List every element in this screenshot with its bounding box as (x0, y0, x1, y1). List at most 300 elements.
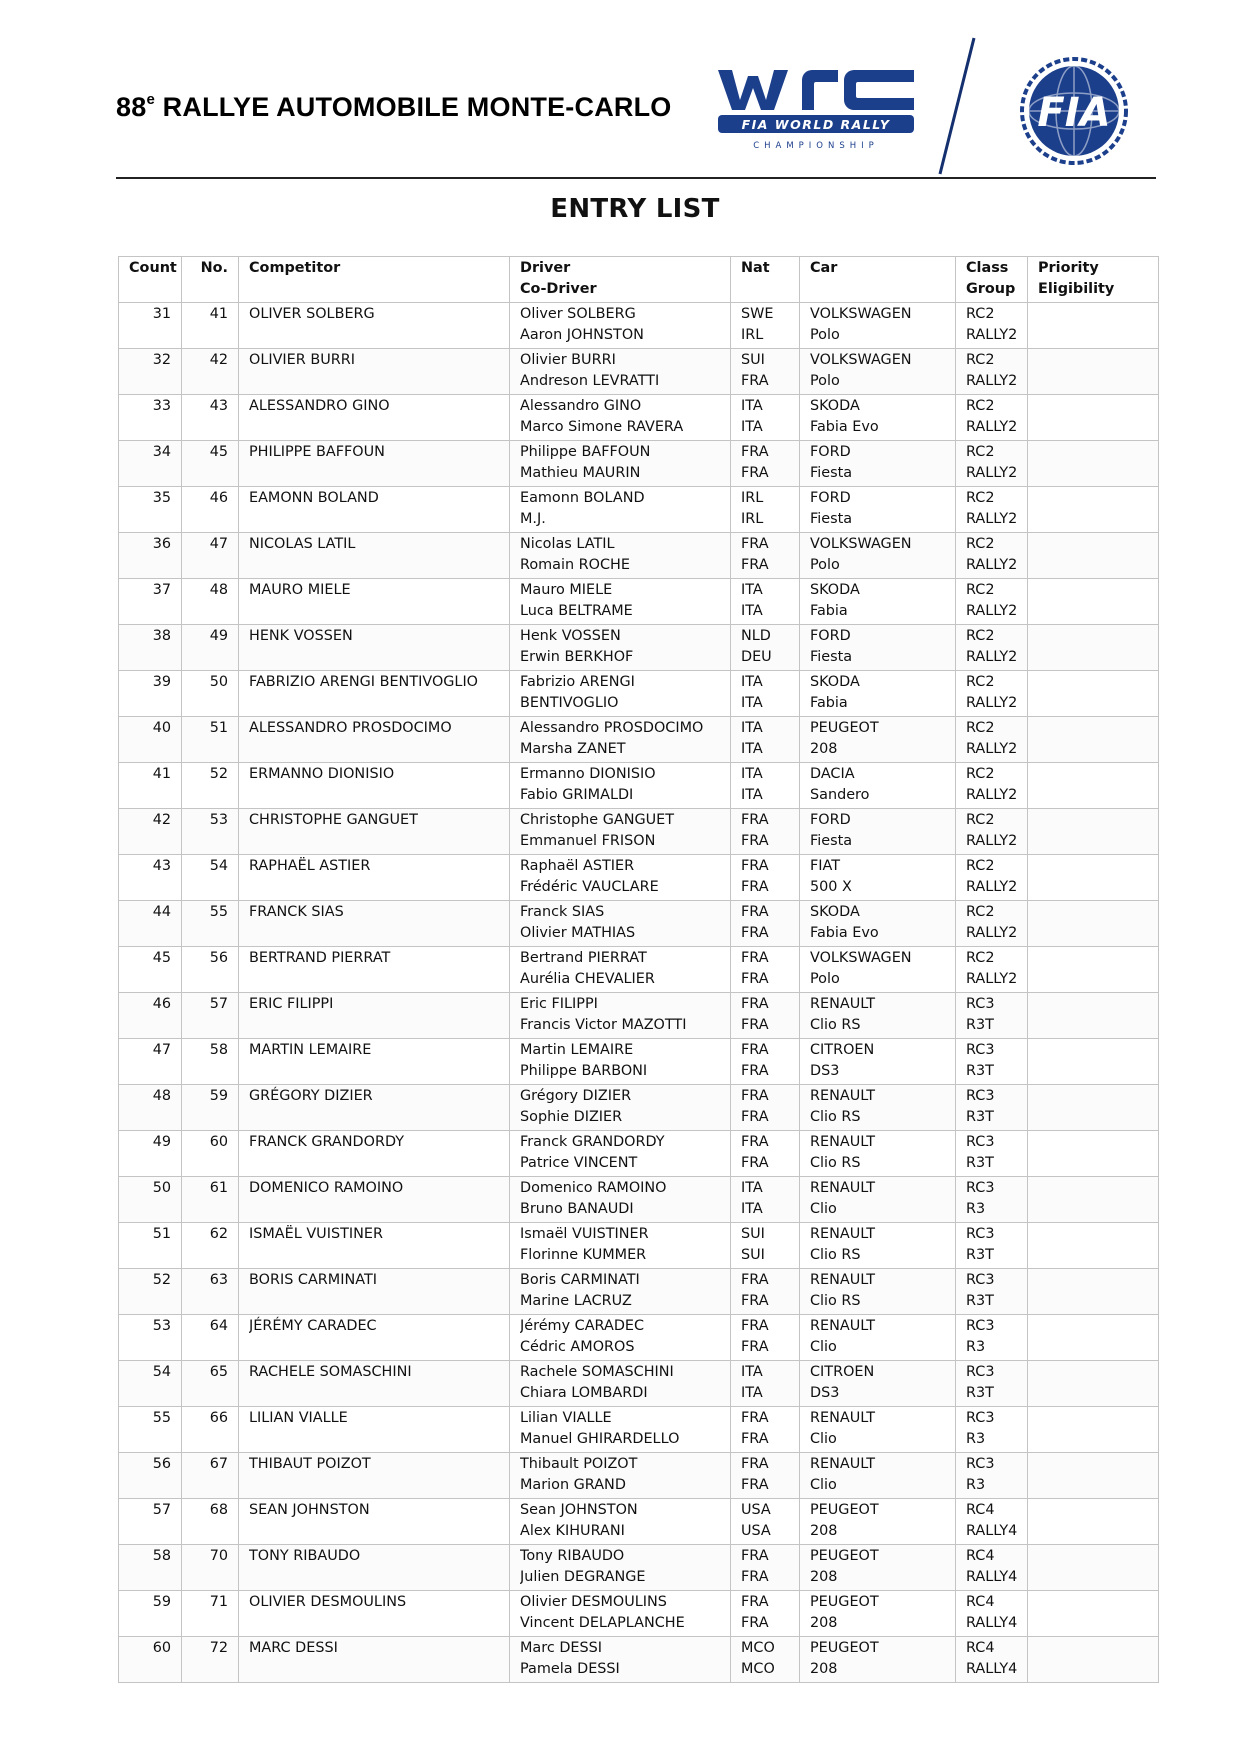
codriver-nationality: IRL (741, 510, 764, 527)
car-number: 64 (209, 1318, 228, 1334)
cell-class-group (956, 1637, 1028, 1683)
cell-driver-codriver (510, 625, 731, 671)
cell-priority (1028, 1361, 1159, 1407)
cell-competitor (239, 1223, 510, 1269)
group-value: RALLY2 (966, 326, 1017, 343)
cell-count (119, 395, 182, 441)
cell-driver-codriver (510, 441, 731, 487)
competitor-name: TONY RIBAUDO (249, 1548, 361, 1564)
driver-name: Marc DESSI (520, 1640, 603, 1656)
codriver-name: Sophie DIZIER (520, 1108, 623, 1125)
cell-number (182, 487, 239, 533)
cell-number (182, 993, 239, 1039)
car-model: Clio RS (810, 1016, 861, 1033)
table-row (119, 625, 1159, 671)
table-row (119, 1177, 1159, 1223)
cell-count (119, 1039, 182, 1085)
competitor-name: RAPHAËL ASTIER (249, 858, 371, 874)
codriver-nationality: IRL (741, 326, 764, 343)
cell-number (182, 1499, 239, 1545)
cell-competitor (239, 671, 510, 717)
competitor-name: BORIS CARMINATI (249, 1272, 377, 1288)
codriver-name: Bruno BANAUDI (520, 1200, 634, 1217)
cell-count (119, 441, 182, 487)
competitor-name: OLIVIER BURRI (249, 352, 355, 368)
cell-competitor (239, 993, 510, 1039)
group-value: RALLY2 (966, 510, 1017, 527)
cell-competitor (239, 441, 510, 487)
codriver-nationality: FRA (741, 464, 769, 481)
group-value: RALLY2 (966, 924, 1017, 941)
cell-nationality (731, 441, 800, 487)
car-model: 208 (810, 1614, 838, 1631)
codriver-name: Mathieu MAURIN (520, 464, 641, 481)
cell-car (800, 1407, 956, 1453)
cell-nationality (731, 1223, 800, 1269)
class-value: RC2 (966, 904, 995, 920)
cell-priority (1028, 395, 1159, 441)
cell-priority (1028, 1453, 1159, 1499)
driver-name: Jérémy CARADEC (520, 1318, 645, 1334)
count-value: 53 (152, 1318, 171, 1334)
codriver-nationality: SUI (741, 1246, 765, 1263)
cell-driver-codriver (510, 855, 731, 901)
count-value: 33 (152, 398, 171, 414)
cell-count (119, 1453, 182, 1499)
class-value: RC3 (966, 996, 995, 1012)
group-value: RALLY4 (966, 1522, 1017, 1539)
cell-number (182, 1039, 239, 1085)
car-make: RENAULT (810, 1088, 876, 1104)
cell-driver-codriver (510, 809, 731, 855)
car-number: 54 (209, 858, 228, 874)
cell-number (182, 349, 239, 395)
cell-count (119, 1223, 182, 1269)
car-number: 52 (209, 766, 228, 782)
class-value: RC2 (966, 490, 995, 506)
codriver-nationality: FRA (741, 1338, 769, 1355)
driver-name: Tony RIBAUDO (520, 1548, 625, 1564)
car-model: Fabia (810, 602, 848, 619)
table-row (119, 993, 1159, 1039)
competitor-name: CHRISTOPHE GANGUET (249, 812, 418, 828)
cell-competitor (239, 1499, 510, 1545)
car-model: Clio (810, 1476, 837, 1493)
cell-count (119, 1361, 182, 1407)
driver-name: Franck GRANDORDY (520, 1134, 665, 1150)
class-value: RC4 (966, 1594, 995, 1610)
class-value: RC2 (966, 858, 995, 874)
codriver-nationality: ITA (741, 1200, 763, 1217)
cell-nationality (731, 1499, 800, 1545)
competitor-name: MARC DESSI (249, 1640, 338, 1656)
codriver-name: Julien DEGRANGE (520, 1568, 646, 1585)
cell-nationality (731, 1407, 800, 1453)
cell-class-group (956, 395, 1028, 441)
driver-name: Eamonn BOLAND (520, 490, 645, 506)
car-make: RENAULT (810, 1272, 876, 1288)
codriver-name: M.J. (520, 510, 546, 527)
cell-driver-codriver (510, 763, 731, 809)
car-make: CITROEN (810, 1364, 875, 1380)
car-model: 208 (810, 1568, 838, 1585)
class-value: RC2 (966, 766, 995, 782)
codriver-nationality: MCO (741, 1660, 775, 1677)
cell-priority (1028, 855, 1159, 901)
cell-count (119, 625, 182, 671)
car-number: 62 (209, 1226, 228, 1242)
competitor-name: BERTRAND PIERRAT (249, 950, 391, 966)
cell-competitor (239, 1269, 510, 1315)
class-value: RC3 (966, 1272, 995, 1288)
cell-number (182, 441, 239, 487)
codriver-name: Alex KIHURANI (520, 1522, 625, 1539)
cell-class-group (956, 1499, 1028, 1545)
driver-nationality: ITA (741, 398, 763, 414)
cell-car (800, 1177, 956, 1223)
competitor-name: FABRIZIO ARENGI BENTIVOGLIO (249, 674, 479, 690)
header-divider (116, 177, 1156, 179)
cell-competitor (239, 487, 510, 533)
group-value: R3T (966, 1108, 994, 1125)
driver-nationality: ITA (741, 674, 763, 690)
header-no: No. (182, 257, 239, 303)
header-driver: Driver Co-Driver (510, 257, 731, 303)
cell-driver-codriver (510, 1407, 731, 1453)
car-make: SKODA (810, 582, 860, 598)
cell-car (800, 1085, 956, 1131)
cell-car (800, 717, 956, 763)
class-value: RC3 (966, 1226, 995, 1242)
codriver-nationality: FRA (741, 1614, 769, 1631)
competitor-name: ALESSANDRO GINO (249, 398, 390, 414)
competitor-name: JÉRÉMY CARADEC (249, 1318, 377, 1334)
driver-name: Henk VOSSEN (520, 628, 621, 644)
car-make: FORD (810, 444, 851, 460)
table-row (119, 763, 1159, 809)
cell-number (182, 1315, 239, 1361)
driver-name: Ismaël VUISTINER (520, 1226, 649, 1242)
table-row (119, 809, 1159, 855)
driver-name: Lilian VIALLE (520, 1410, 612, 1426)
cell-car (800, 1039, 956, 1085)
cell-nationality (731, 1085, 800, 1131)
driver-nationality: IRL (741, 490, 764, 506)
cell-nationality (731, 1039, 800, 1085)
cell-competitor (239, 947, 510, 993)
cell-competitor (239, 395, 510, 441)
cell-nationality (731, 303, 800, 349)
cell-driver-codriver (510, 901, 731, 947)
cell-priority (1028, 993, 1159, 1039)
driver-name: Sean JOHNSTON (520, 1502, 638, 1518)
driver-nationality: ITA (741, 1364, 763, 1380)
cell-priority (1028, 625, 1159, 671)
count-value: 45 (152, 950, 171, 966)
table-row (119, 487, 1159, 533)
group-value: R3 (966, 1430, 986, 1447)
group-value: R3T (966, 1384, 994, 1401)
car-number: 53 (209, 812, 228, 828)
cell-driver-codriver (510, 993, 731, 1039)
driver-nationality: FRA (741, 1272, 769, 1288)
table-row (119, 1499, 1159, 1545)
class-value: RC2 (966, 950, 995, 966)
cell-car (800, 855, 956, 901)
cell-count (119, 533, 182, 579)
car-number: 43 (209, 398, 228, 414)
cell-count (119, 487, 182, 533)
cell-class-group (956, 671, 1028, 717)
cell-priority (1028, 1085, 1159, 1131)
cell-number (182, 395, 239, 441)
group-value: RALLY2 (966, 648, 1017, 665)
group-value: R3T (966, 1016, 994, 1033)
count-value: 46 (152, 996, 171, 1012)
group-value: R3T (966, 1154, 994, 1171)
group-value: RALLY4 (966, 1660, 1017, 1677)
cell-car (800, 441, 956, 487)
driver-name: Thibault POIZOT (520, 1456, 638, 1472)
cell-count (119, 947, 182, 993)
cell-priority (1028, 1223, 1159, 1269)
driver-name: Nicolas LATIL (520, 536, 615, 552)
count-value: 39 (152, 674, 171, 690)
car-model: Clio RS (810, 1154, 861, 1171)
competitor-name: OLIVER SOLBERG (249, 306, 375, 322)
cell-class-group (956, 533, 1028, 579)
table-row (119, 395, 1159, 441)
cell-competitor (239, 1039, 510, 1085)
competitor-name: RACHELE SOMASCHINI (249, 1364, 412, 1380)
cell-priority (1028, 533, 1159, 579)
cell-car (800, 1223, 956, 1269)
codriver-nationality: FRA (741, 1108, 769, 1125)
count-value: 35 (152, 490, 171, 506)
driver-nationality: FRA (741, 812, 769, 828)
cell-driver-codriver (510, 579, 731, 625)
class-value: RC2 (966, 628, 995, 644)
competitor-name: MARTIN LEMAIRE (249, 1042, 372, 1058)
car-model: Fiesta (810, 464, 853, 481)
car-make: FORD (810, 812, 851, 828)
table-row (119, 1039, 1159, 1085)
cell-priority (1028, 1315, 1159, 1361)
cell-count (119, 671, 182, 717)
count-value: 54 (152, 1364, 171, 1380)
cell-class-group (956, 349, 1028, 395)
class-value: RC2 (966, 536, 995, 552)
cell-priority (1028, 1269, 1159, 1315)
cell-priority (1028, 579, 1159, 625)
cell-class-group (956, 1591, 1028, 1637)
cell-competitor (239, 717, 510, 763)
header-car: Car (800, 257, 956, 303)
header-count: Count (119, 257, 182, 303)
codriver-name: BENTIVOGLIO (520, 694, 619, 711)
car-make: RENAULT (810, 1226, 876, 1242)
car-model: Polo (810, 372, 840, 389)
class-value: RC3 (966, 1042, 995, 1058)
driver-nationality: FRA (741, 904, 769, 920)
competitor-name: ISMAËL VUISTINER (249, 1226, 383, 1242)
cell-number (182, 1591, 239, 1637)
class-value: RC2 (966, 352, 995, 368)
table-row (119, 1407, 1159, 1453)
codriver-name: Erwin BERKHOF (520, 648, 634, 665)
table-row (119, 349, 1159, 395)
codriver-name: Marion GRAND (520, 1476, 626, 1493)
car-make: VOLKSWAGEN (810, 950, 912, 966)
codriver-name: Olivier MATHIAS (520, 924, 636, 941)
cell-priority (1028, 1039, 1159, 1085)
cell-car (800, 1545, 956, 1591)
car-number: 61 (209, 1180, 228, 1196)
car-make: FORD (810, 490, 851, 506)
cell-priority (1028, 1407, 1159, 1453)
codriver-name: Pamela DESSI (520, 1660, 620, 1677)
table-row (119, 579, 1159, 625)
cell-competitor (239, 1545, 510, 1591)
driver-name: Bertrand PIERRAT (520, 950, 647, 966)
codriver-nationality: USA (741, 1522, 771, 1539)
cell-class-group (956, 1269, 1028, 1315)
count-value: 32 (152, 352, 171, 368)
codriver-nationality: ITA (741, 786, 763, 803)
count-value: 50 (152, 1180, 171, 1196)
cell-priority (1028, 763, 1159, 809)
driver-name: Rachele SOMASCHINI (520, 1364, 674, 1380)
driver-nationality: FRA (741, 1318, 769, 1334)
cell-number (182, 1407, 239, 1453)
cell-number (182, 1361, 239, 1407)
class-value: RC2 (966, 674, 995, 690)
competitor-name: ERMANNO DIONISIO (249, 766, 395, 782)
competitor-name: MAURO MIELE (249, 582, 351, 598)
document-title: ENTRY LIST (550, 194, 720, 224)
cell-priority (1028, 441, 1159, 487)
group-value: RALLY2 (966, 832, 1017, 849)
car-model: Clio (810, 1200, 837, 1217)
cell-priority (1028, 349, 1159, 395)
car-number: 58 (209, 1042, 228, 1058)
wrc-logo (716, 64, 921, 154)
competitor-name: HENK VOSSEN (249, 628, 353, 644)
cell-car (800, 487, 956, 533)
cell-number (182, 625, 239, 671)
codriver-nationality: ITA (741, 418, 763, 435)
cell-number (182, 303, 239, 349)
class-value: RC2 (966, 812, 995, 828)
car-model: 208 (810, 740, 838, 757)
car-make: FORD (810, 628, 851, 644)
car-number: 48 (209, 582, 228, 598)
codriver-nationality: FRA (741, 372, 769, 389)
driver-name: Olivier DESMOULINS (520, 1594, 667, 1610)
cell-competitor (239, 1361, 510, 1407)
count-value: 52 (152, 1272, 171, 1288)
cell-competitor (239, 349, 510, 395)
cell-nationality (731, 671, 800, 717)
cell-nationality (731, 993, 800, 1039)
car-number: 47 (209, 536, 228, 552)
table-row (119, 303, 1159, 349)
table-row (119, 1591, 1159, 1637)
cell-count (119, 1591, 182, 1637)
class-value: RC2 (966, 306, 995, 322)
driver-nationality: FRA (741, 950, 769, 966)
cell-class-group (956, 487, 1028, 533)
cell-number (182, 1223, 239, 1269)
cell-nationality (731, 1591, 800, 1637)
car-make: RENAULT (810, 1318, 876, 1334)
driver-nationality: ITA (741, 720, 763, 736)
cell-nationality (731, 1315, 800, 1361)
entry-list-table (118, 256, 1159, 1683)
codriver-nationality: ITA (741, 740, 763, 757)
cell-count (119, 763, 182, 809)
group-value: RALLY2 (966, 464, 1017, 481)
cell-car (800, 901, 956, 947)
car-make: VOLKSWAGEN (810, 536, 912, 552)
cell-car (800, 395, 956, 441)
count-value: 55 (152, 1410, 171, 1426)
car-number: 46 (209, 490, 228, 506)
codriver-name: Marine LACRUZ (520, 1292, 632, 1309)
cell-competitor (239, 625, 510, 671)
cell-car (800, 1637, 956, 1683)
cell-number (182, 1453, 239, 1499)
driver-nationality: FRA (741, 1134, 769, 1150)
driver-name: Mauro MIELE (520, 582, 613, 598)
cell-count (119, 809, 182, 855)
codriver-name: Chiara LOMBARDI (520, 1384, 648, 1401)
codriver-name: Luca BELTRAME (520, 602, 633, 619)
cell-class-group (956, 441, 1028, 487)
competitor-name: ALESSANDRO PROSDOCIMO (249, 720, 452, 736)
codriver-name: Francis Victor MAZOTTI (520, 1016, 687, 1033)
driver-nationality: FRA (741, 1594, 769, 1610)
cell-competitor (239, 1453, 510, 1499)
count-value: 56 (152, 1456, 171, 1472)
cell-driver-codriver (510, 303, 731, 349)
cell-driver-codriver (510, 947, 731, 993)
cell-count (119, 1315, 182, 1361)
cell-nationality (731, 395, 800, 441)
cell-priority (1028, 1545, 1159, 1591)
codriver-nationality: FRA (741, 1016, 769, 1033)
document-header (116, 36, 1156, 176)
codriver-name: Manuel GHIRARDELLO (520, 1430, 680, 1447)
codriver-name: Emmanuel FRISON (520, 832, 656, 849)
cell-car (800, 303, 956, 349)
car-make: RENAULT (810, 1134, 876, 1150)
cell-car (800, 1591, 956, 1637)
car-model: Fiesta (810, 648, 853, 665)
car-make: CITROEN (810, 1042, 875, 1058)
driver-name: Boris CARMINATI (520, 1272, 640, 1288)
header-class: Class Group (956, 257, 1028, 303)
cell-priority (1028, 1591, 1159, 1637)
cell-class-group (956, 1131, 1028, 1177)
class-value: RC3 (966, 1088, 995, 1104)
competitor-name: FRANCK SIAS (249, 904, 344, 920)
group-value: RALLY2 (966, 418, 1017, 435)
cell-count (119, 303, 182, 349)
cell-class-group (956, 1315, 1028, 1361)
cell-count (119, 1085, 182, 1131)
group-value: R3 (966, 1476, 986, 1493)
